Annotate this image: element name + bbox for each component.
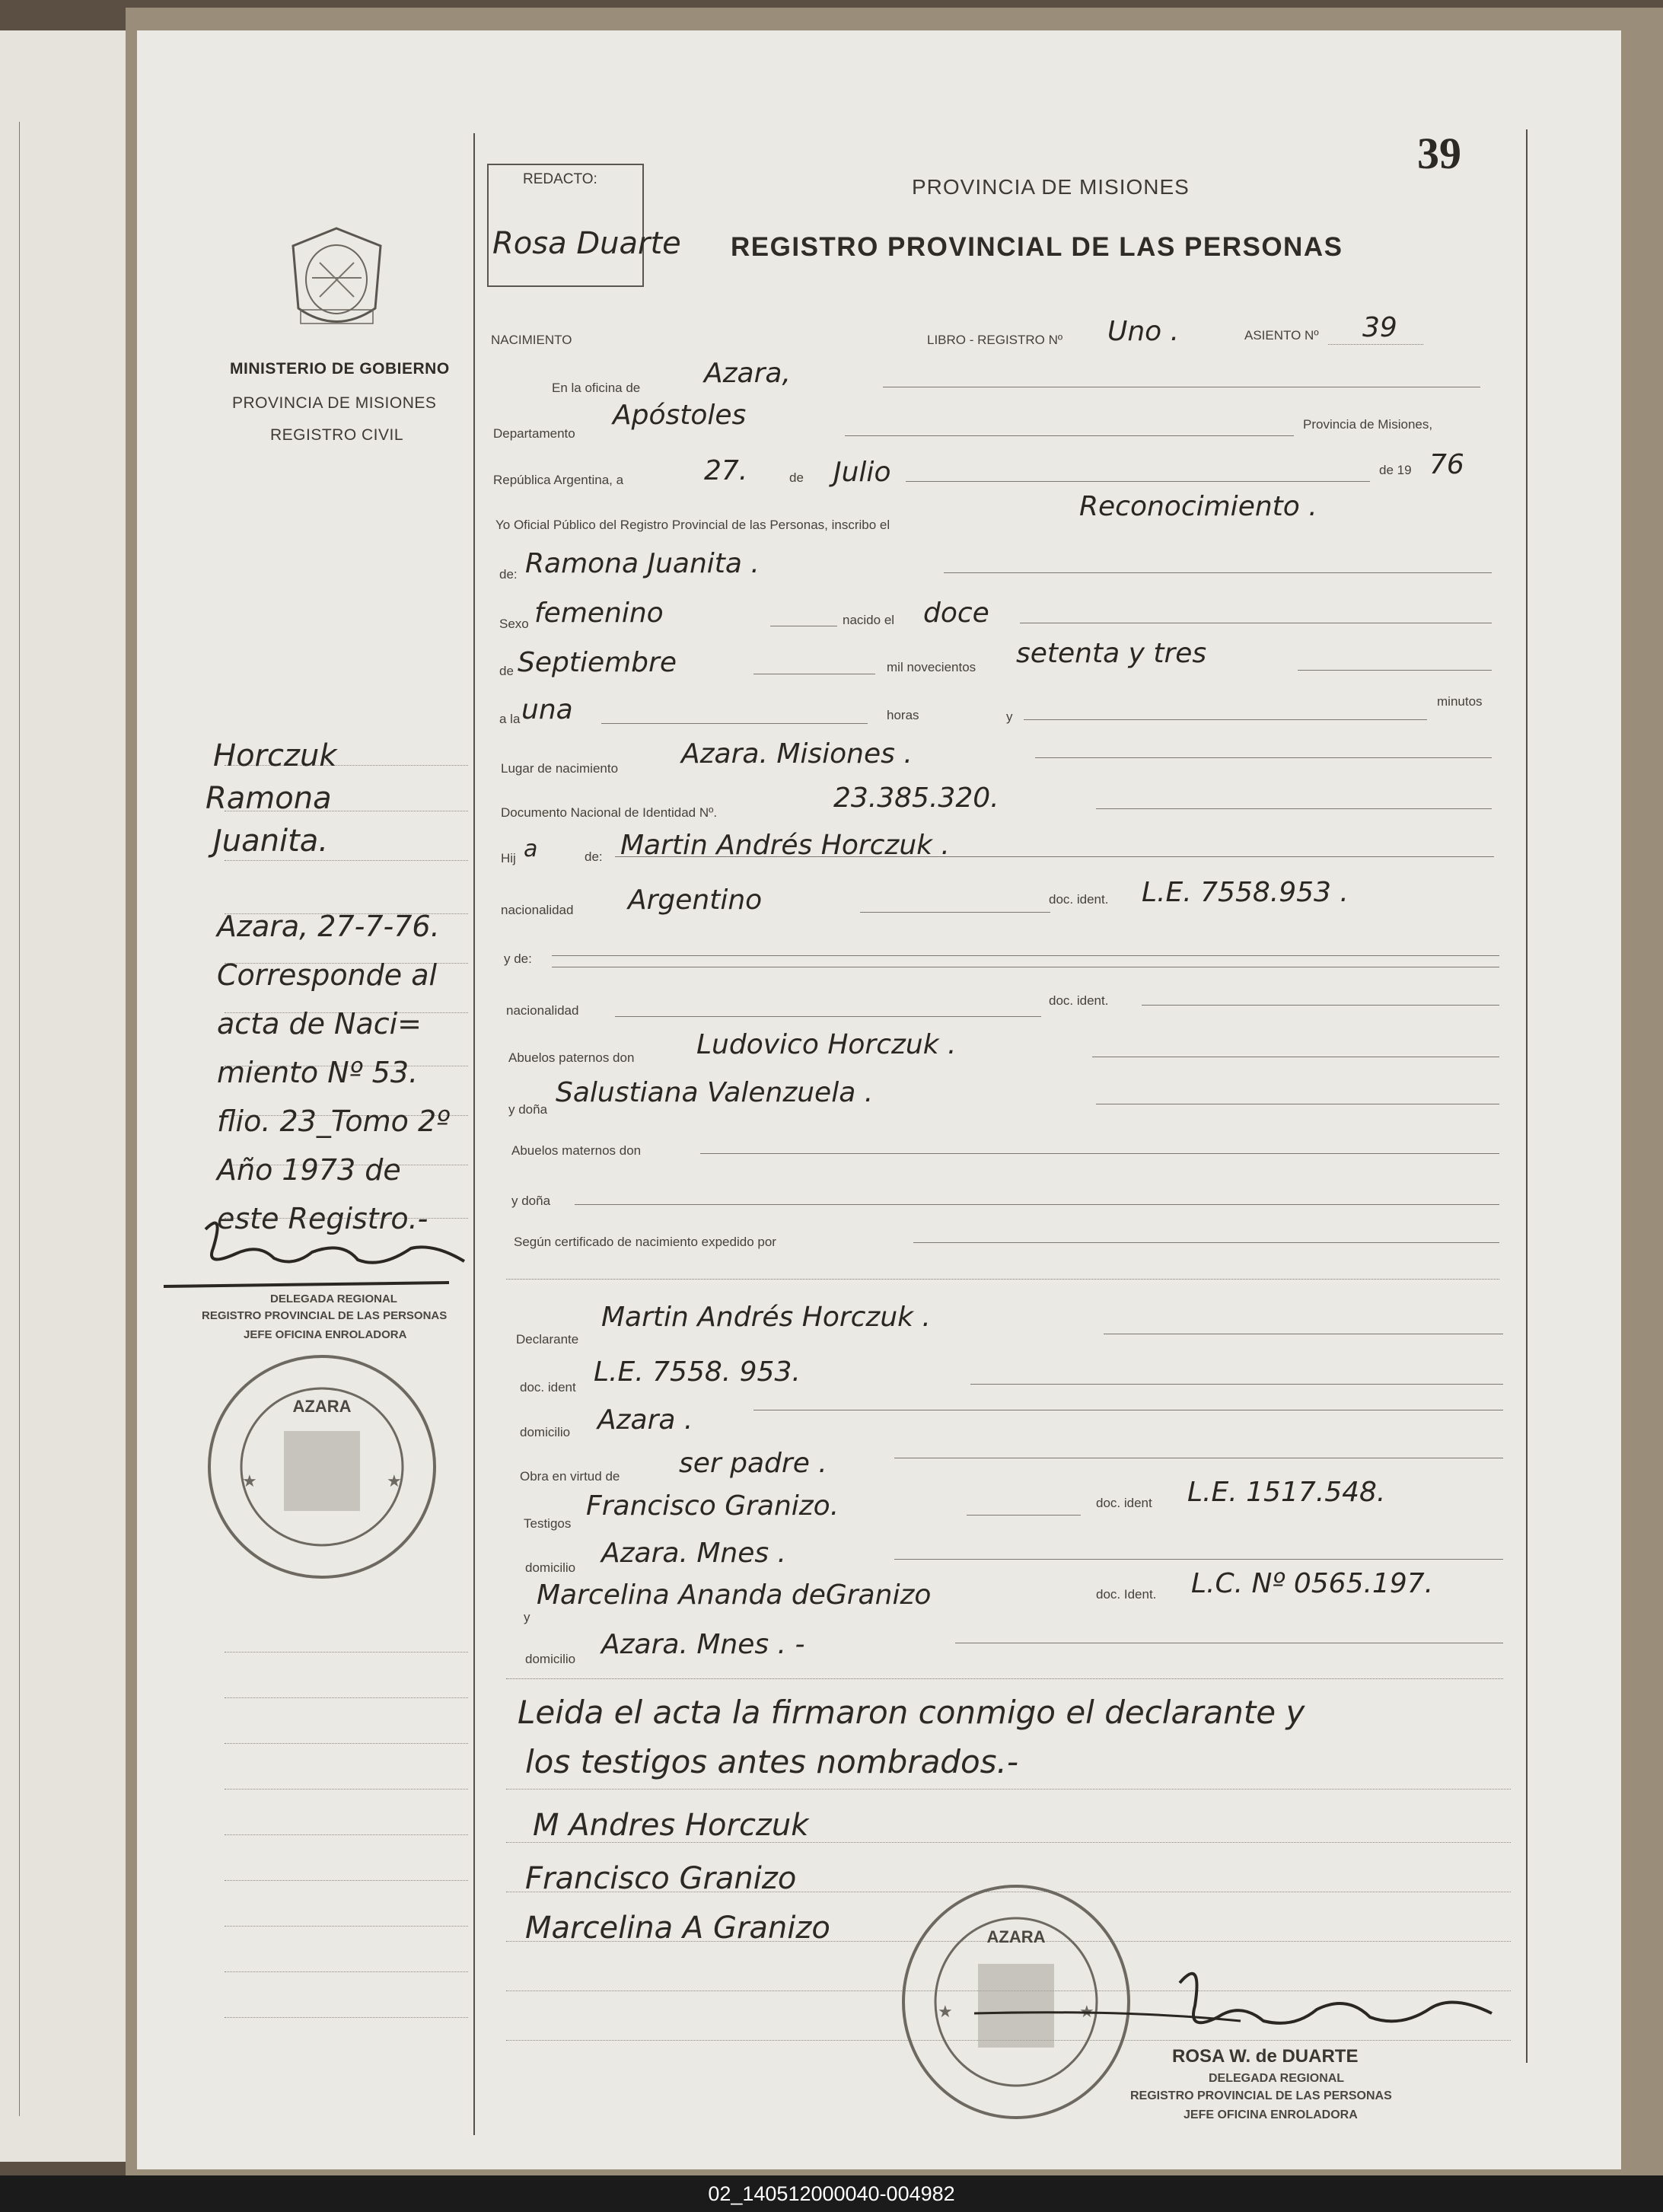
year-value: 76 [1429,449,1464,480]
image-id-bar [0,2175,1663,2212]
margin-note-line-5: flio. 23_Tomo 2º [217,1104,451,1138]
margin-note-line-3: acta de Naci= [217,1007,422,1041]
coat-of-arms-icon [285,225,388,343]
domicilio1-label: domicilio [520,1425,571,1439]
minutos-label: minutos [1437,694,1483,709]
margin-name-line-1: Horczuk [213,738,337,773]
oficina-label: En la oficina de [552,381,641,395]
nacionalidad-label: nacionalidad [501,903,574,917]
de-name-value: Ramona Juanita . [525,548,760,579]
nacionalidad-value: Argentino [628,884,763,916]
signature-testigo-1: Francisco Granizo [525,1861,797,1896]
left-stamp-line-2: REGISTRO PROVINCIAL DE LAS PERSONAS [202,1309,448,1322]
left-seal-icon [204,1351,440,1583]
mes-value: Septiembre [518,647,677,678]
domicilio2-value: Azara. Mnes . [601,1538,786,1569]
domicilio3-value: Azara. Mnes . - [601,1629,805,1660]
testigo1-value: Francisco Granizo. [586,1490,839,1522]
testigo2-y-label: y [524,1610,530,1624]
horas-label: horas [887,708,919,722]
closing-line-2: los testigos antes nombrados.- [525,1743,1019,1780]
right-border [1526,129,1528,2063]
doc-ident-label: doc. ident. [1049,892,1109,907]
hora-value: una [521,694,573,725]
page-number: 39 [1417,129,1461,178]
abuelos-paternos-label: Abuelos paternos don [508,1050,635,1065]
abuela-paterna-label: y doña [508,1102,548,1117]
redacto-signature: Rosa Duarte [492,226,681,261]
declarante-value: Martin Andrés Horczuk . [601,1302,931,1333]
abuelos-paternos-value: Ludovico Horczuk . [696,1029,957,1060]
de-name-label: de: [499,567,518,582]
hijo-value: Martin Andrés Horczuk . [620,830,950,861]
testigo1-doc-value: L.E. 1517.548. [1187,1477,1386,1508]
de-label: de [789,470,804,485]
nacido-value: doce [923,598,989,629]
civil-registry-label: REGISTRO CIVIL [270,426,404,444]
svg-text:★: ★ [387,1471,402,1490]
left-stamp-line-1: DELEGADA REGIONAL [270,1292,397,1305]
dni-label: Documento Nacional de Identidad Nº. [501,805,718,820]
left-province-label: PROVINCIA DE MISIONES [232,394,437,412]
domicilio2-label: domicilio [525,1560,576,1575]
svg-text:★: ★ [1079,2002,1094,2021]
lugar-value: Azara. Misiones . [681,738,913,770]
lugar-label: Lugar de nacimiento [501,761,619,776]
left-stamp-line-3: JEFE OFICINA ENROLADORA [244,1328,407,1341]
libro-label: LIBRO - REGISTRO Nº [927,333,1063,347]
left-seal-center: AZARA [292,1397,352,1416]
doc-declarante-label: doc. ident [520,1380,576,1394]
nacionalidad2-label: nacionalidad [506,1003,579,1018]
margin-name-line-3: Juanita. [213,824,329,859]
doc-ident-value: L.E. 7558.953 . [1142,877,1349,908]
margin-note-line-6: Año 1973 de [217,1153,401,1187]
abuela-materna-label: y doña [511,1194,551,1208]
left-page-rules [0,30,126,2162]
obra-value: ser padre . [679,1448,827,1479]
abuelos-maternos-label: Abuelos maternos don [511,1143,642,1158]
abuela-paterna-value: Salustiana Valenzuela . [556,1077,874,1108]
redacto-box [487,164,681,287]
asiento-label: ASIENTO Nº [1244,328,1319,343]
sexo-value: femenino [534,598,664,629]
oficial-label: Yo Oficial Público del Registro Provincial de las Personas, inscribo el [495,518,890,532]
oficina-value: Azara, [704,358,791,389]
redacto-label: REDACTO: [523,171,597,187]
margin-signature-icon [160,1206,479,1302]
official-name: ROSA W. de DUARTE [1172,2046,1359,2067]
departamento-label: Departamento [493,426,575,441]
signature-testigo-2: Marcelina A Granizo [525,1911,830,1946]
y-label: y [1006,709,1013,724]
margin-note-line-4: miento Nº 53. [217,1056,419,1089]
dni-value: 23.385.320. [833,782,999,814]
margin-name-line-2: Ramona [205,781,332,816]
obra-label: Obra en virtud de [520,1469,620,1484]
svg-text:★: ★ [242,1471,257,1490]
doc-declarante-value: L.E. 7558. 953. [594,1356,801,1388]
testigos-label: Testigos [524,1516,572,1531]
asiento-value: 39 [1362,312,1397,343]
testigo2-value: Marcelina Ananda deGranizo [537,1579,932,1611]
oficial-value: Reconocimiento . [1079,491,1317,522]
sexo-label: Sexo [499,617,529,631]
province-heading: PROVINCIA DE MISIONES [912,175,1190,199]
day-value: 27. [704,455,748,486]
hijo-suffix: a [524,836,538,862]
ministry-label: MINISTERIO DE GOBIERNO [230,360,450,378]
closing-line-1: Leida el acta la firmaron conmigo el declarante y [518,1694,1305,1731]
testigo2-doc-value: L.C. Nº 0565.197. [1191,1568,1434,1599]
svg-text:★: ★ [938,2002,953,2021]
month-value: Julio [833,457,891,488]
bottom-seal-center: AZARA [986,1927,1046,1946]
mes-label: de [499,664,514,678]
margin-note-line-1: Azara, 27-7-76. [217,910,440,943]
testigo2-doc-label: doc. Ident. [1096,1587,1157,1602]
doc-ident2-label: doc. ident. [1049,993,1109,1008]
testigo1-doc-label: doc. ident [1096,1496,1152,1510]
nacido-label: nacido el [843,613,895,627]
declarante-label: Declarante [516,1332,579,1347]
bottom-stamp-line-3: JEFE OFICINA ENROLADORA [1184,2108,1358,2121]
mil-novecientos-label: mil novecientos [887,660,976,674]
domicilio3-label: domicilio [525,1652,576,1666]
provincia-suffix: Provincia de Misiones, [1303,417,1433,432]
image-id: 02_140512000040-004982 [708,2182,955,2205]
domicilio1-value: Azara . [597,1404,693,1436]
margin-note-line-2: Corresponde al [217,958,438,992]
nacimiento-label: NACIMIENTO [491,333,572,347]
libro-value: Uno . [1107,316,1180,347]
hora-label: a la [499,712,521,726]
hijo-de-label: de: [585,849,603,864]
republica-label: República Argentina, a [493,473,624,487]
margin-note-line-7: este Registro.- [217,1202,428,1235]
anio-value: setenta y tres [1016,638,1207,669]
margin-name-note [205,735,337,862]
signature-declarante: M Andres Horczuk [533,1808,809,1843]
certificado-label: Según certificado de nacimiento expedido por [514,1235,776,1249]
hijo-label: Hij [501,851,516,865]
margin-correspondence-note [217,902,450,1243]
bottom-stamp-line-2: REGISTRO PROVINCIAL DE LAS PERSONAS [1130,2089,1392,2102]
registry-heading: REGISTRO PROVINCIAL DE LAS PERSONAS [731,232,1343,262]
year-label: de 19 [1379,463,1412,477]
y-de-label: y de: [504,951,532,966]
bottom-stamp-line-1: DELEGADA REGIONAL [1209,2072,1345,2085]
departamento-value: Apóstoles [613,400,747,431]
